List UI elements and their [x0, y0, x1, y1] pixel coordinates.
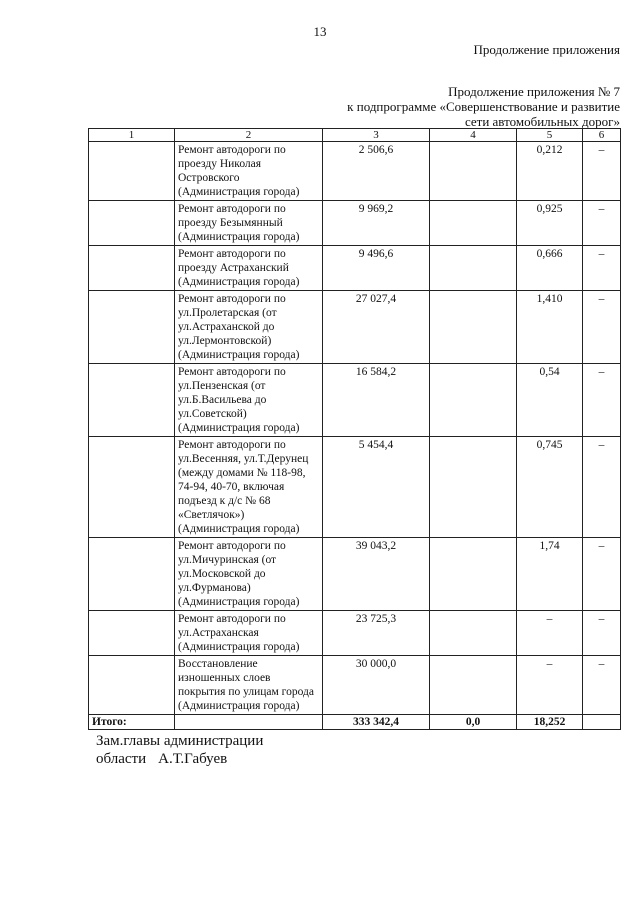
column-header-row	[89, 129, 621, 142]
appendix-header	[347, 84, 620, 129]
row-col5-cell: 1,74	[517, 538, 583, 611]
row-name-cell: Ремонт автодороги по ул.Пролетарская (от ул.Астраханской до ул.Лермонтовской) (Администрация города)	[175, 291, 323, 364]
row-name-cell: Ремонт автодороги по проезду Николая Островского (Администрация города)	[175, 142, 323, 201]
row-index-cell	[89, 656, 175, 715]
column-header: 6	[583, 129, 621, 142]
row-index-cell	[89, 437, 175, 538]
column-header: 5	[517, 129, 583, 142]
row-col6-cell: –	[583, 291, 621, 364]
row-col6-cell: –	[583, 611, 621, 656]
signature-region: области	[96, 751, 147, 767]
total-label: Итого:	[89, 715, 175, 730]
row-name-cell: Ремонт автодороги по ул.Пензенская (от ул.Б.Васильева до ул.Советской) (Администрация города)	[175, 364, 323, 437]
row-name-cell: Восстановление изношенных слоев покрытия по улицам города (Администрация города)	[175, 656, 323, 715]
table-row	[89, 364, 621, 437]
row-col4-cell	[430, 142, 517, 201]
appendix-line-2: к подпрограмме «Совершенствование и развитие	[347, 99, 620, 114]
total-col5-cell: 18,252	[517, 715, 583, 730]
total-col6-cell	[583, 715, 621, 730]
row-index-cell	[89, 538, 175, 611]
data-table	[88, 128, 621, 730]
total-col4-cell: 0,0	[430, 715, 517, 730]
row-name-cell: Ремонт автодороги по ул.Мичуринская (от ул.Московской до ул.Фурманова) (Администрация города)	[175, 538, 323, 611]
row-col6-cell: –	[583, 364, 621, 437]
table-row	[89, 437, 621, 538]
row-col6-cell: –	[583, 437, 621, 538]
row-col6-cell: –	[583, 246, 621, 291]
appendix-line-3: сети автомобильных дорог»	[464, 114, 620, 129]
row-col5-cell: 0,212	[517, 142, 583, 201]
signature-name: А.Т.Габуев	[158, 751, 228, 767]
appendix-line-1: Продолжение приложения № 7	[448, 84, 620, 99]
row-index-cell	[89, 201, 175, 246]
column-header: 2	[175, 129, 323, 142]
row-col5-cell: 0,666	[517, 246, 583, 291]
row-index-cell	[89, 611, 175, 656]
row-amount-cell: 16 584,2	[323, 364, 430, 437]
row-amount-cell: 23 725,3	[323, 611, 430, 656]
row-col6-cell: –	[583, 201, 621, 246]
row-col4-cell	[430, 364, 517, 437]
signature-line-2	[96, 750, 263, 768]
table-row	[89, 611, 621, 656]
row-col6-cell: –	[583, 142, 621, 201]
row-index-cell	[89, 291, 175, 364]
column-header: 4	[430, 129, 517, 142]
row-col5-cell: 0,745	[517, 437, 583, 538]
total-name-cell	[175, 715, 323, 730]
row-col4-cell	[430, 437, 517, 538]
row-name-cell: Ремонт автодороги по проезду Безымянный (Администрация города)	[175, 201, 323, 246]
signature-title: Зам.главы администрации	[96, 733, 264, 749]
row-amount-cell: 9 496,6	[323, 246, 430, 291]
row-amount-cell: 39 043,2	[323, 538, 430, 611]
total-amount-cell: 333 342,4	[323, 715, 430, 730]
row-index-cell	[89, 246, 175, 291]
column-header: 3	[323, 129, 430, 142]
row-col4-cell	[430, 538, 517, 611]
table-row	[89, 142, 621, 201]
row-col5-cell: 0,925	[517, 201, 583, 246]
row-amount-cell: 5 454,4	[323, 437, 430, 538]
row-col4-cell	[430, 201, 517, 246]
table-row	[89, 291, 621, 364]
row-index-cell	[89, 142, 175, 201]
row-name-cell: Ремонт автодороги по проезду Астраханский (Администрация города)	[175, 246, 323, 291]
table-row	[89, 656, 621, 715]
signature-block	[96, 732, 263, 768]
row-col5-cell: –	[517, 611, 583, 656]
row-col5-cell: 1,410	[517, 291, 583, 364]
row-col5-cell: –	[517, 656, 583, 715]
row-col5-cell: 0,54	[517, 364, 583, 437]
column-header: 1	[89, 129, 175, 142]
row-col6-cell: –	[583, 656, 621, 715]
row-name-cell: Ремонт автодороги по ул.Весенняя, ул.Т.Дерунец (между домами № 118-98, 74-94, 40-70, включая подъезд к д/с № 68 «Светлячок») (Администрация города)	[175, 437, 323, 538]
row-col6-cell: –	[583, 538, 621, 611]
row-name-cell: Ремонт автодороги по ул.Астраханская (Администрация города)	[175, 611, 323, 656]
row-col4-cell	[430, 246, 517, 291]
row-col4-cell	[430, 656, 517, 715]
row-amount-cell: 9 969,2	[323, 201, 430, 246]
table-row	[89, 246, 621, 291]
row-index-cell	[89, 364, 175, 437]
row-amount-cell: 30 000,0	[323, 656, 430, 715]
continuation-header: Продолжение приложения	[473, 42, 620, 57]
page-number: 13	[313, 24, 327, 39]
table-row	[89, 538, 621, 611]
row-col4-cell	[430, 611, 517, 656]
total-row	[89, 715, 621, 730]
row-col4-cell	[430, 291, 517, 364]
table-row	[89, 201, 621, 246]
row-amount-cell: 27 027,4	[323, 291, 430, 364]
row-amount-cell: 2 506,6	[323, 142, 430, 201]
